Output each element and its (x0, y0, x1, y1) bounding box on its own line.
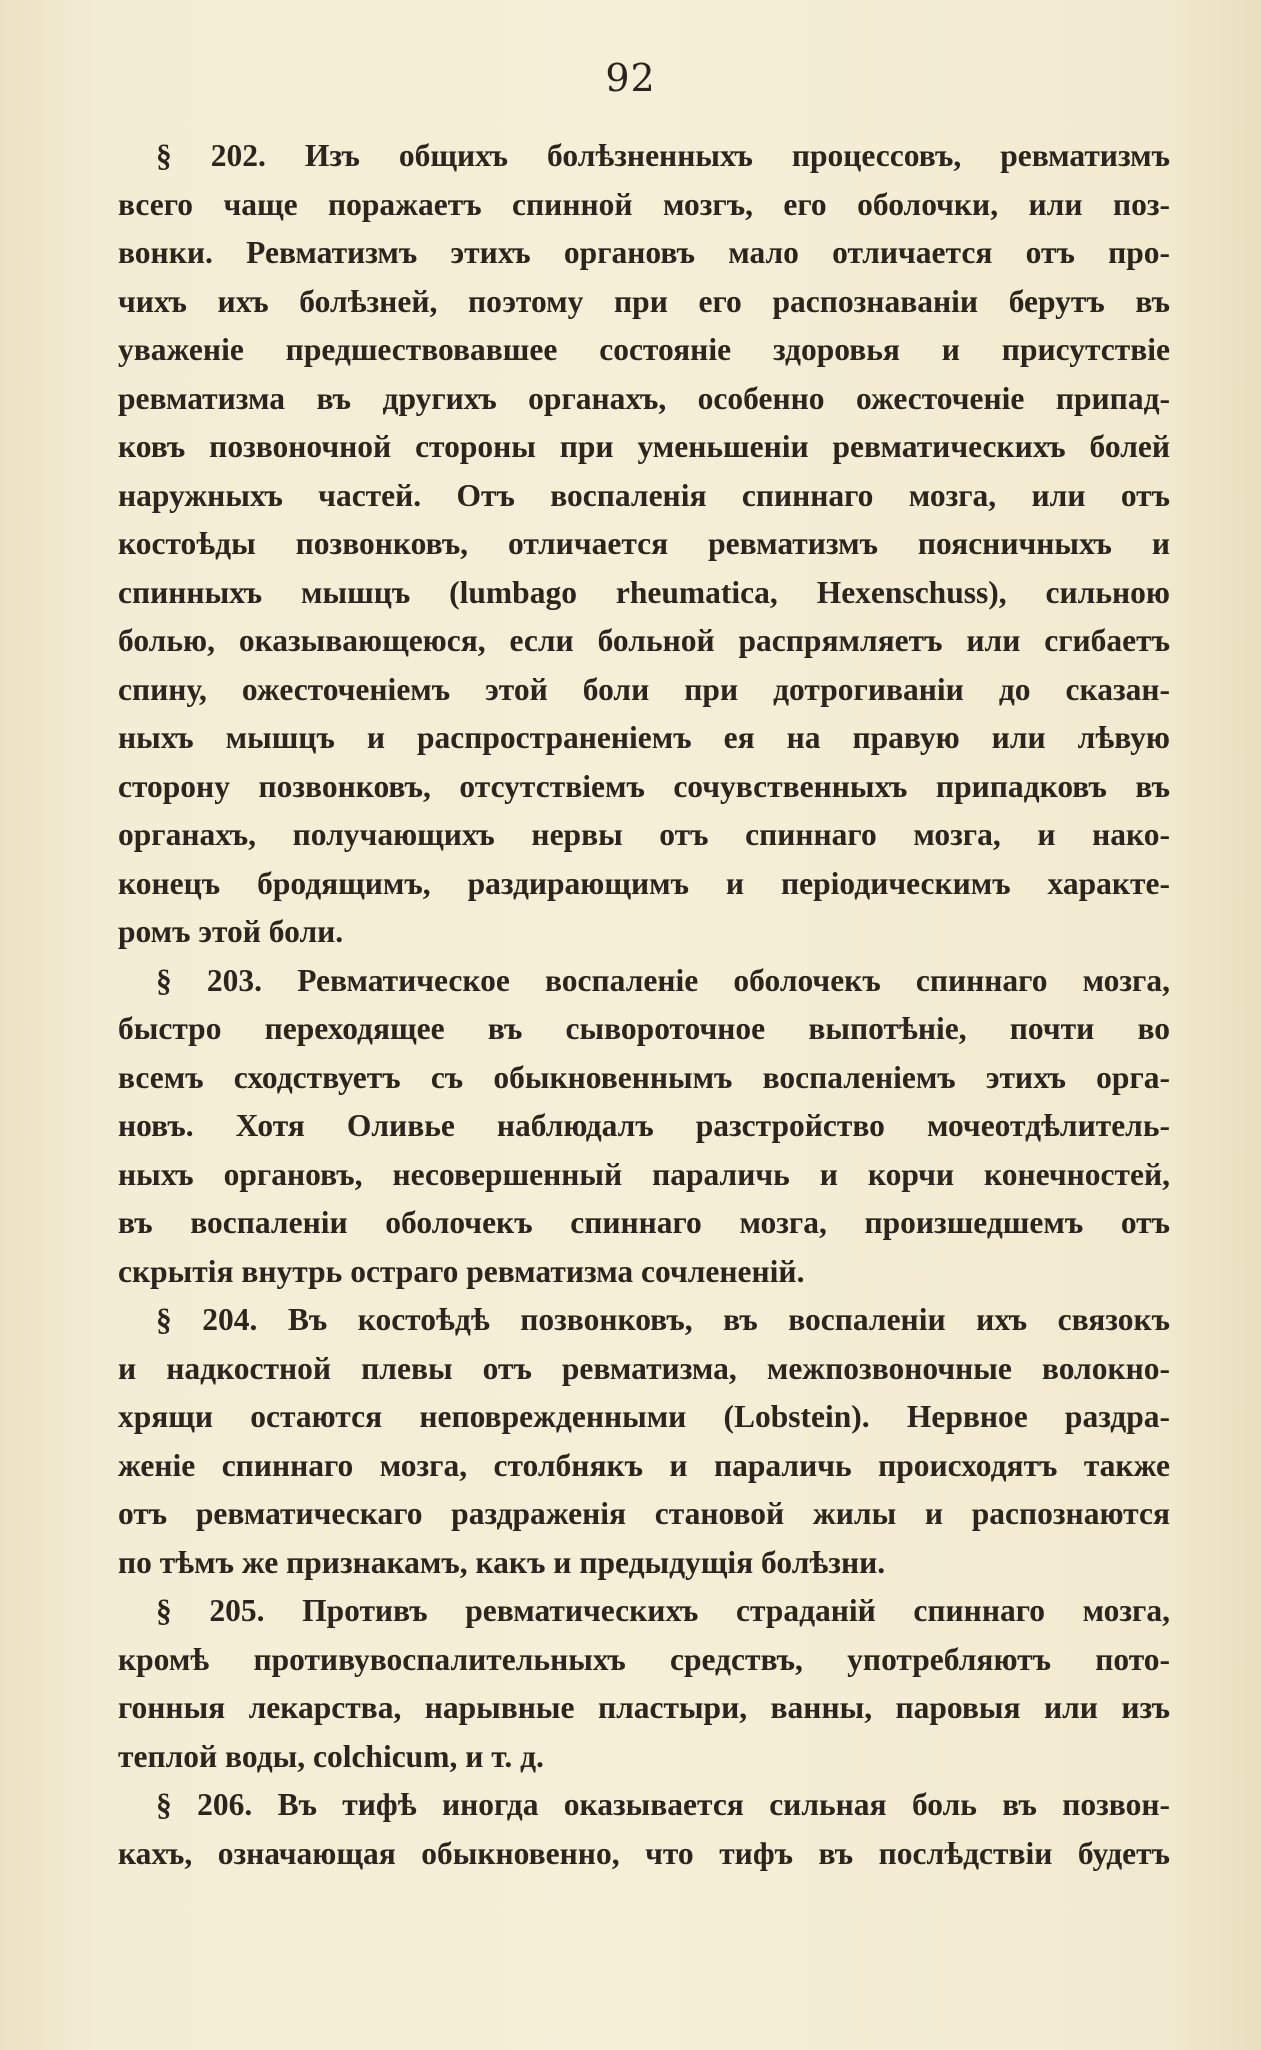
text-line: теплой воды, colchicum, и т. д. (118, 1738, 544, 1774)
text-line: ныхъ мышцъ и распространеніемъ ея на правую или лѣвую (118, 720, 1170, 755)
text-line: скрытія внутрь остраго ревматизма сочлененій. (118, 1253, 805, 1289)
text-line: чихъ ихъ болѣзней, поэтому при его распознаваніи берутъ въ (118, 283, 1170, 319)
text-line: быстро переходящее въ сывороточное выпотѣніе, почти во (118, 1011, 1170, 1046)
text-line: въ воспаленіи оболочекъ спиннаго мозга, произшедшемъ отъ (118, 1205, 1170, 1240)
text-line: наружныхъ частей. Отъ воспаленія спиннаго мозга, или отъ (118, 477, 1170, 513)
paragraph-203 (118, 957, 1170, 1297)
text-line: хрящи остаются неповрежденными (Lobstein). Нервное раздра- (118, 1399, 1170, 1434)
text-line: уваженіе предшествовавшее состояніе здоровья и присутствіе (118, 332, 1170, 367)
text-line: кромѣ противувоспалительныхъ средствъ, употребляютъ пото- (118, 1641, 1170, 1677)
text-line: ромъ этой боли. (118, 914, 344, 949)
body-text (118, 132, 1170, 1878)
text-line: кахъ, означающая обыкновенно, что тифъ въ послѣдствіи будетъ (118, 1835, 1170, 1871)
paragraph-202 (118, 132, 1170, 957)
text-line: ныхъ органовъ, несовершенный параличь и корчи конечностей, (118, 1156, 1170, 1192)
text-line: отъ ревматическаго раздраженія становой жилы и распознаются (118, 1496, 1170, 1531)
text-line: всего чаще поражаетъ спинной мозгъ, его оболочки, или поз- (118, 186, 1170, 222)
page-number: 92 (605, 56, 656, 100)
text-line: новъ. Хотя Оливье наблюдалъ разстройство мочеотдѣлитель- (118, 1108, 1170, 1143)
text-line: спину, ожесточеніемъ этой боли при дотрогиваніи до сказан- (118, 671, 1170, 707)
paragraph-204 (118, 1296, 1170, 1587)
text-line: § 204. Въ костоѣдѣ позвонковъ, въ воспаленіи ихъ связокъ (156, 1302, 1170, 1337)
text-line: вонки. Ревматизмъ этихъ органовъ мало отличается отъ про- (118, 235, 1170, 270)
text-line: костоѣды позвонковъ, отличается ревматизмъ поясничныхъ и (118, 526, 1170, 561)
text-line: ковъ позвоночной стороны при уменьшеніи ревматическихъ болей (118, 429, 1170, 464)
text-line: по тѣмъ же признакамъ, какъ и предыдущія болѣзни. (118, 1544, 886, 1580)
text-line: конецъ бродящимъ, раздирающимъ и періодическимъ характе- (118, 865, 1170, 901)
text-line: ревматизма въ другихъ органахъ, особенно ожесточеніе припад- (118, 380, 1170, 416)
text-line: § 203. Ревматическое воспаленіе оболочекъ спиннаго мозга, (156, 962, 1170, 998)
text-line: гонныя лекарства, нарывные пластыри, ванны, паровыя или изъ (118, 1690, 1170, 1725)
paragraph-205 (118, 1587, 1170, 1781)
text-line: § 206. Въ тифѣ иногда оказывается сильная боль въ позвон- (156, 1787, 1170, 1822)
text-line: спинныхъ мышцъ (lumbago rheumatica, Hexenschuss), сильною (118, 574, 1170, 610)
text-line: органахъ, получающихъ нервы отъ спиннаго мозга, и нако- (118, 817, 1170, 852)
text-line: и надкостной плевы отъ ревматизма, межпозвоночные волокно- (118, 1350, 1170, 1386)
text-line: § 202. Изъ общихъ болѣзненныхъ процессовъ, ревматизмъ (156, 138, 1170, 173)
text-line: женіе спиннаго мозга, столбнякъ и параличь происходятъ также (118, 1447, 1170, 1483)
text-line: § 205. Противъ ревматическихъ страданій спиннаго мозга, (156, 1593, 1170, 1628)
text-line: сторону позвонковъ, отсутствіемъ сочувственныхъ припадковъ въ (118, 768, 1170, 804)
text-line: всемъ сходствуетъ съ обыкновеннымъ воспаленіемъ этихъ орга- (118, 1059, 1170, 1095)
paragraph-206 (118, 1781, 1170, 1878)
text-line: болью, оказывающеюся, если больной распрямляетъ или сгибаетъ (118, 623, 1170, 658)
